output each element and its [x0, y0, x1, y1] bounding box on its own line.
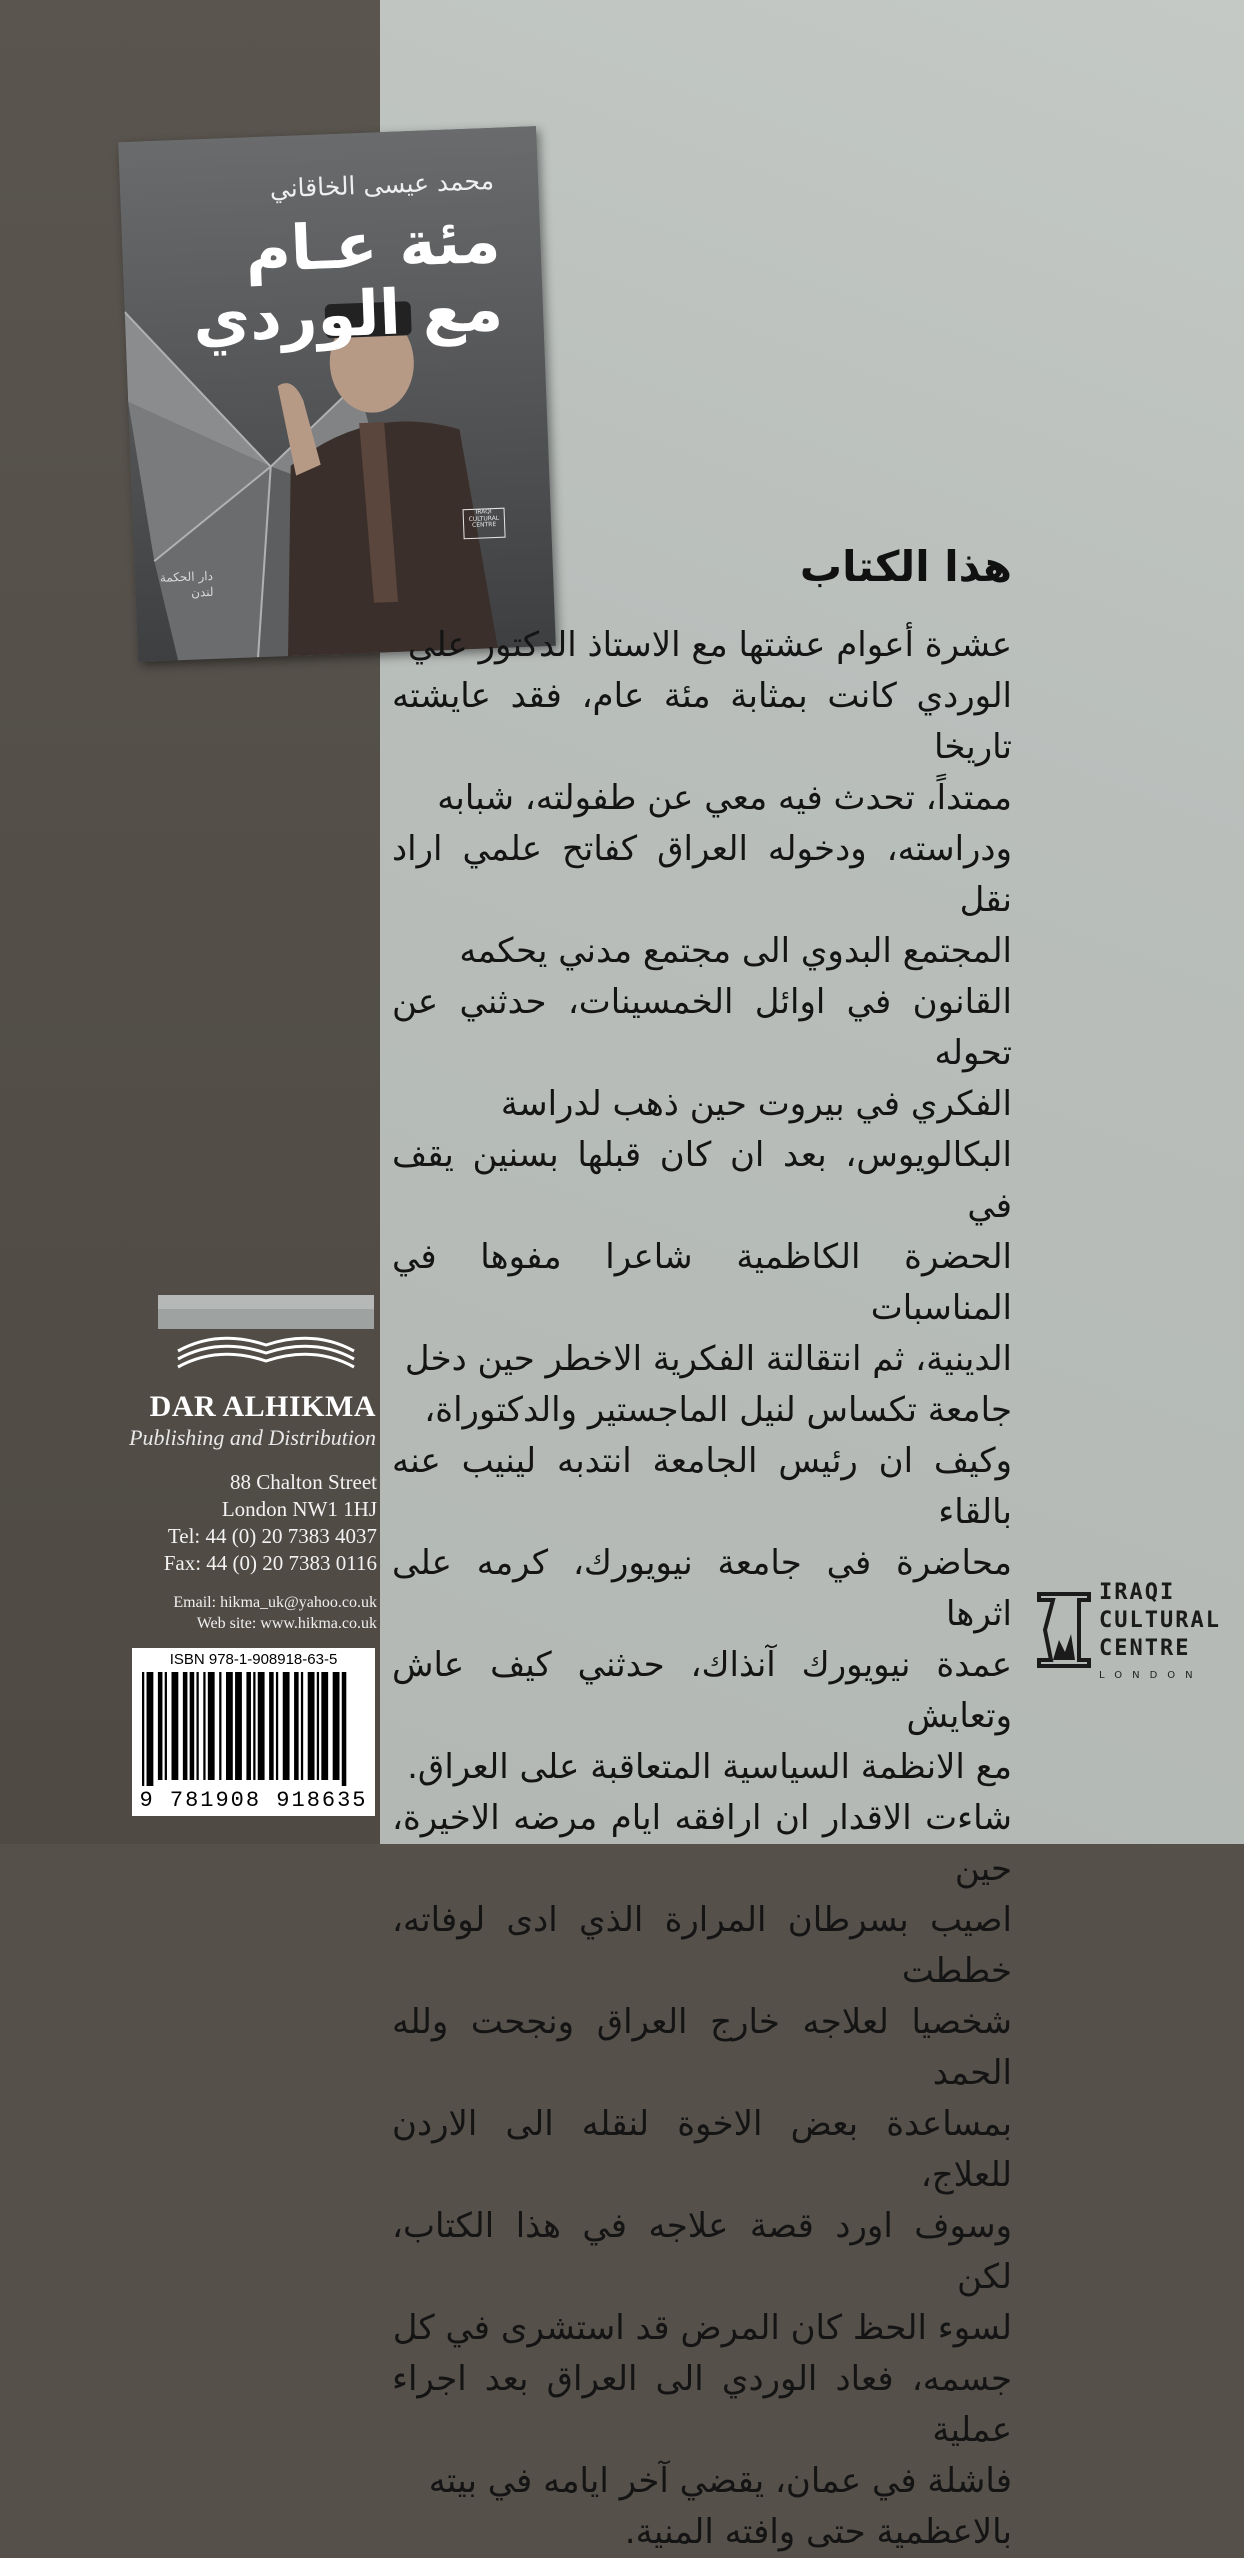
- barcode-bar: [190, 1672, 195, 1780]
- barcode-bars: [140, 1672, 367, 1786]
- barcode-bar: [342, 1672, 347, 1786]
- barcode-bar: [246, 1672, 251, 1780]
- book-description: [392, 620, 1012, 2558]
- barcode-bar: [308, 1672, 315, 1780]
- icc-line2: CULTURAL: [1099, 1608, 1221, 1633]
- description-line: شخصيا لعلاجه خارج العراق ونجحت ولله الحمد: [392, 2002, 1012, 2093]
- description-line: ممتداً، تحدث فيه معي عن طفولته، شبابه: [437, 778, 1012, 818]
- publisher-website: Web site: www.hikma.co.uk: [196, 1615, 377, 1632]
- description-line: بمساعدة بعض الاخوة لنقله الى الاردن للعلاج،: [392, 2104, 1012, 2195]
- publisher-address-street: 88 Chalton Street: [230, 1470, 377, 1494]
- description-line: وكيف ان رئيس الجامعة انتدبه لينيب عنه بالقاء: [392, 1441, 1012, 1532]
- publisher-tagline: Publishing and Distribution: [129, 1425, 376, 1450]
- barcode-bar: [294, 1672, 299, 1780]
- isbn-barcode: [132, 1648, 375, 1816]
- barcode-bar: [165, 1672, 167, 1780]
- barcode-bar: [258, 1672, 265, 1780]
- description-line: الدينية، ثم انتقالتة الفكرية الاخطر حين دخل: [404, 1339, 1012, 1379]
- barcode-bar: [183, 1672, 188, 1780]
- publisher-telephone: Tel: 44 (0) 20 7383 4037: [167, 1524, 377, 1548]
- description-line: القانون في اوائل الخمسينات، حدثني عن تحوله: [392, 982, 1012, 1073]
- barcode-bar: [317, 1672, 319, 1780]
- cover-centre-logo: IRAQI CULTURAL CENTRE: [463, 508, 506, 540]
- description-line: البكالويوس، بعد ان كان قبلها بسنين يقف في: [392, 1135, 1012, 1226]
- barcode-bar: [283, 1672, 290, 1780]
- cover-title-line1: مئة عـام: [243, 203, 502, 287]
- publisher-address-city: London NW1 1HJ: [221, 1497, 377, 1521]
- description-line: جسمه، فعاد الوردي الى العراق بعد اجراء عملية: [392, 2359, 1012, 2450]
- barcode-bar: [208, 1672, 215, 1780]
- description-line: مع الانظمة السياسية المتعاقبة على العراق.: [407, 1747, 1012, 1787]
- description-line: محاضرة في جامعة نيويورك، كرمه على اثرها: [392, 1543, 1012, 1634]
- barcode-digits: 9 781908 918635: [139, 1788, 368, 1813]
- icc-city: LONDON: [1099, 1670, 1203, 1681]
- description-line: وسوف اورد قصة علاجه في هذا الكتاب، لكن: [392, 2206, 1012, 2297]
- barcode-bar: [235, 1672, 242, 1780]
- barcode-bar: [333, 1672, 340, 1780]
- description-line: الحضرة الكاظمية شاعرا مفوها في المناسبات: [392, 1237, 1012, 1328]
- icc-line1: IRAQI: [1099, 1580, 1176, 1605]
- description-line: عشرة أعوام عشتها مع الاستاذ الدكتور علي: [407, 625, 1012, 665]
- description-line: عمدة نيويورك آنذاك، حدثني كيف عاش وتعايش: [392, 1645, 1012, 1736]
- dar-alhikma-book-logo-icon: [158, 1295, 374, 1375]
- barcode-bar: [219, 1672, 221, 1780]
- barcode-bar: [269, 1672, 274, 1780]
- description-line: لسوء الحظ كان المرض قد استشرى في كل: [392, 2308, 1012, 2348]
- description-line: شاءت الاقدار ان ارافقه ايام مرضه الاخيرة، حين: [392, 1798, 1012, 1889]
- barcode-bar: [158, 1672, 163, 1780]
- barcode-bar: [301, 1672, 303, 1780]
- barcode-bar: [226, 1672, 233, 1780]
- publisher-name: DAR ALHIKMA: [149, 1390, 376, 1423]
- barcode-bar: [253, 1672, 255, 1780]
- section-heading: هذا الكتاب: [799, 542, 1012, 591]
- description-line: الوردي كانت بمثابة مئة عام، فقد عايشته تاريخا: [392, 676, 1012, 767]
- front-cover-thumbnail: [118, 126, 556, 662]
- barcode-bar: [321, 1672, 328, 1780]
- barcode-bar: [172, 1672, 179, 1780]
- barcode-bar: [196, 1672, 198, 1780]
- description-line: المجتمع البدوي الى مجتمع مدني يحكمه: [459, 931, 1012, 971]
- cover-author: محمد عيسى الخاقاني: [269, 165, 495, 204]
- description-line: بالاعظمية حتى وافته المنية.: [624, 2512, 1012, 2552]
- description-line: ودراسته، ودخوله العراق كفاتح علمي اراد نقل: [392, 829, 1012, 920]
- cover-title-line2: مع الوردي: [191, 271, 505, 357]
- cover-publisher-text: دار الحكمة لندن: [159, 568, 214, 600]
- barcode-bar: [203, 1672, 205, 1780]
- iraqi-cultural-centre-mark-icon: [1035, 1590, 1093, 1670]
- iraqi-cultural-centre-logo: [1035, 1578, 1235, 1688]
- publisher-email: Email: hikma_uk@yahoo.co.uk: [173, 1594, 377, 1611]
- description-line: الفكري في بيروت حين ذهب لدراسة: [500, 1084, 1012, 1124]
- barcode-bar: [147, 1672, 154, 1786]
- publisher-fax: Fax: 44 (0) 20 7383 0116: [163, 1551, 377, 1575]
- description-line: فاشلة في عمان، يقضي آخر ايامه في بيته: [428, 2461, 1012, 2501]
- barcode-bar: [142, 1672, 144, 1786]
- description-line: اصيب بسرطان المرارة الذي ادى لوفاته، خططت: [392, 1900, 1012, 1991]
- description-line: جامعة تكساس لنيل الماجستير والدكتوراة،: [424, 1390, 1012, 1430]
- isbn-label: ISBN 978-1-908918-63-5: [169, 1651, 338, 1668]
- icc-line3: CENTRE: [1099, 1636, 1191, 1661]
- barcode-bar: [276, 1672, 278, 1780]
